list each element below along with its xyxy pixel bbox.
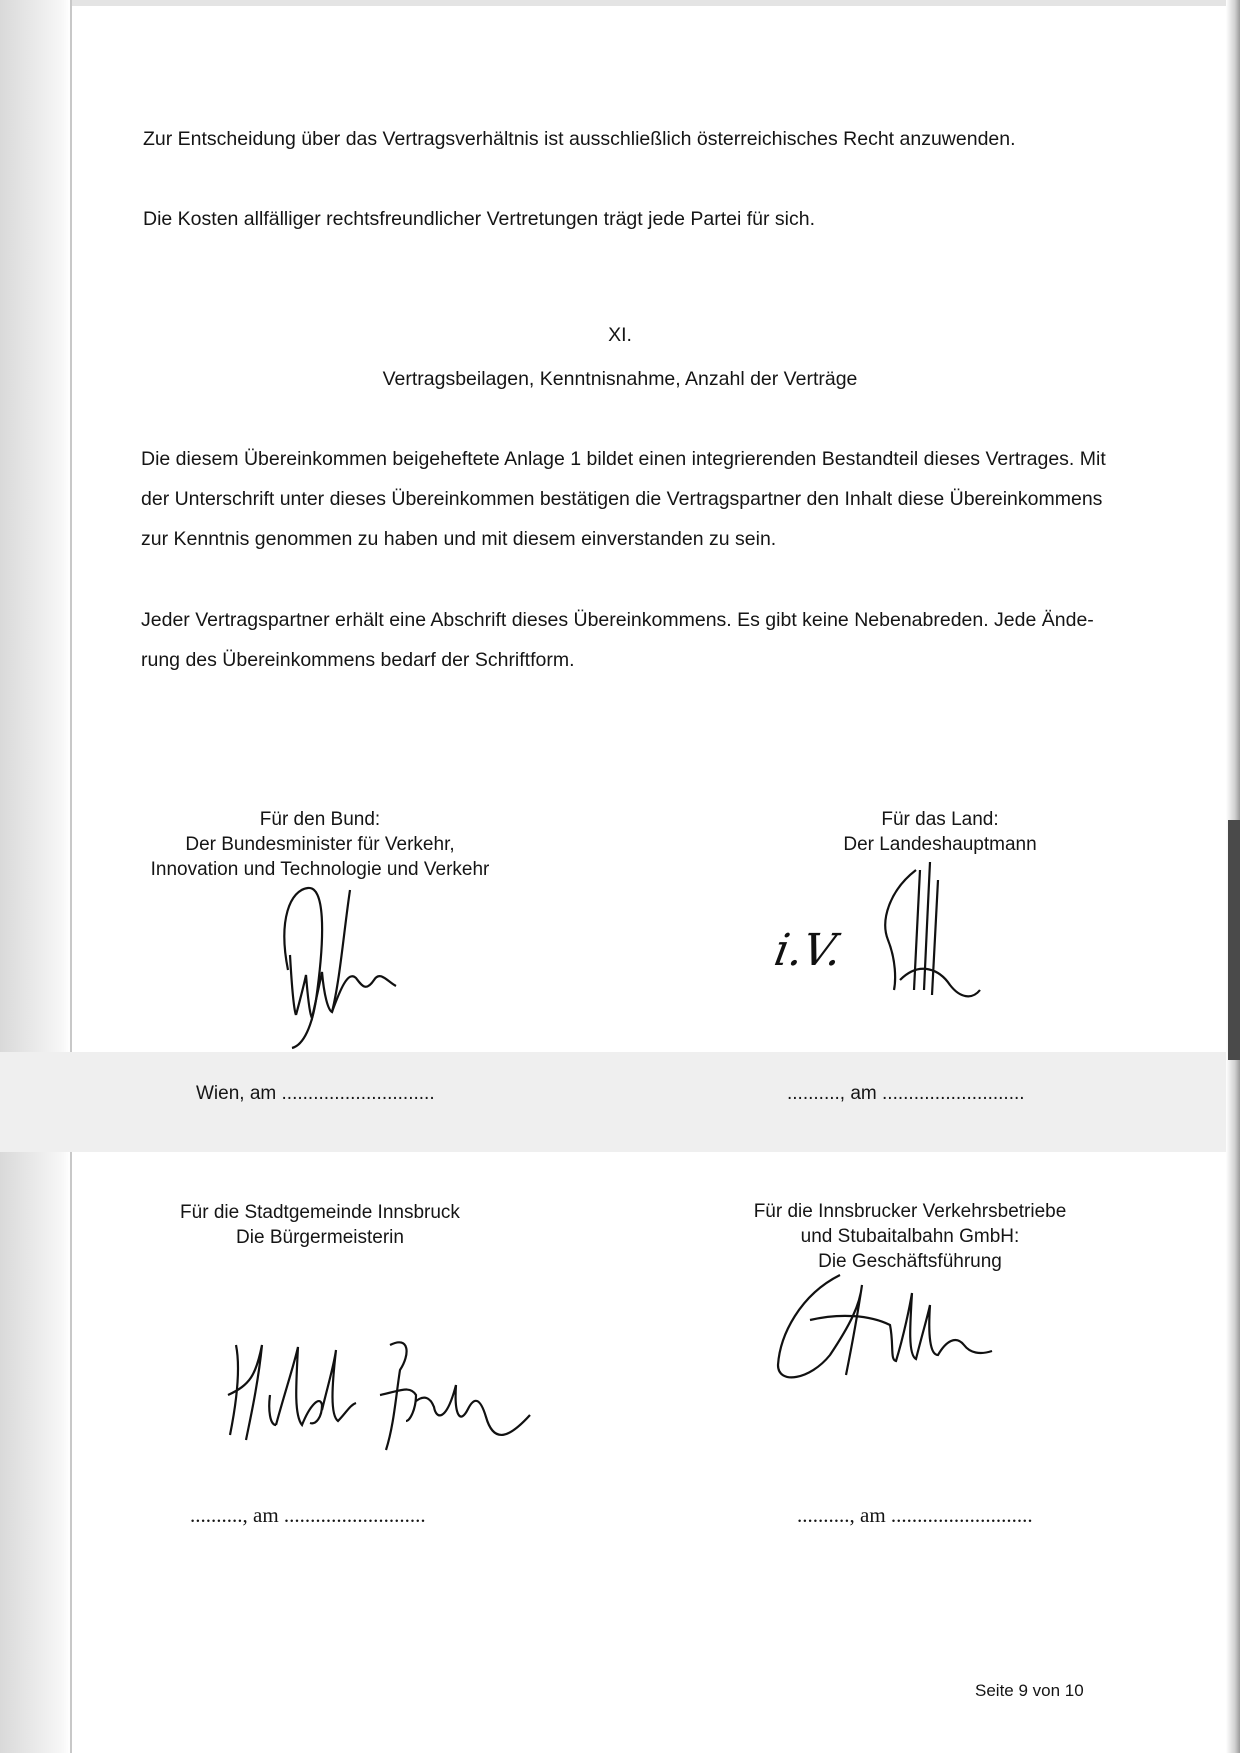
signatory-ivb-line-3: Die Geschäftsführung (818, 1251, 1002, 1272)
section-paragraph-1-line-2: der Unterschrift unter dieses Übereinkommen bestätigen die Vertragspartner den Inhalt diese Übereinkommens (141, 488, 1103, 510)
signatory-stadt-line-1: Für die Stadtgemeinde Innsbruck (180, 1202, 460, 1223)
section-paragraph-2-line-2: rung des Übereinkommens bedarf der Schriftform. (141, 649, 575, 671)
signatory-ivb-line-2: und Stubaitalbahn GmbH: (800, 1226, 1020, 1247)
signature-land (860, 850, 1000, 1010)
signature-land-prefix: i.V. (770, 925, 846, 976)
scan-left-margin (0, 0, 70, 1753)
signatory-ivb-line-1: Für die Innsbrucker Verkehrsbetriebe (753, 1201, 1067, 1222)
signatory-bund-line-1: Für den Bund: (259, 809, 381, 830)
signatory-stadt-line-2: Die Bürgermeisterin (236, 1227, 404, 1248)
scan-top-strip (72, 0, 1226, 6)
signatory-stadt (150, 1200, 490, 1250)
paragraph-costs: Die Kosten allfälliger rechtsfreundlicher Vertretungen trägt jede Partei für sich. (143, 208, 816, 230)
date-field-bund: Wien, am ............................. (196, 1083, 435, 1104)
signatory-land-line-1: Für das Land: (881, 809, 999, 830)
section-paragraph-1-line-3: zur Kenntnis genommen zu haben und mit diesem einverstanden zu sein. (141, 528, 777, 550)
signatory-ivb (740, 1199, 1080, 1274)
date-field-land: .........., am ........................... (787, 1083, 1025, 1104)
section-paragraph-1-line-1: Die diesem Übereinkommen beigeheftete Anlage 1 bildet einen integrierenden Bestandteil dieses Vertrages. Mit (141, 448, 1106, 470)
signature-bund (270, 850, 420, 1060)
paragraph-law: Zur Entscheidung über das Vertragsverhältnis ist ausschließlich österreichisches Recht anzuwenden. (143, 128, 1016, 150)
signatory-bund-line-3: Innovation und Technologie und Verkehr (150, 859, 490, 880)
date-field-stadt: .........., am ........................... (190, 1503, 426, 1527)
section-title: Vertragsbeilagen, Kenntnisnahme, Anzahl der Verträge (382, 368, 858, 390)
scan-gray-band (0, 1052, 1226, 1152)
page-number: Seite 9 von 10 (975, 1681, 1084, 1700)
date-field-ivb: .........., am ........................... (797, 1503, 1033, 1527)
section-number: XI. (608, 324, 632, 346)
signatory-bund-line-2: Der Bundesminister für Verkehr, (185, 834, 455, 855)
scan-right-shadow (1228, 820, 1240, 1060)
signatory-land-line-2: Der Landeshauptmann (843, 834, 1037, 855)
section-paragraph-2-line-1: Jeder Vertragspartner erhält eine Abschrift dieses Übereinkommens. Es gibt keine Nebenabreden. Jede Ände- (141, 609, 1094, 631)
scan-left-edge-line (70, 0, 72, 1753)
signature-stadt (210, 1325, 580, 1465)
signature-ivb (770, 1265, 1010, 1395)
